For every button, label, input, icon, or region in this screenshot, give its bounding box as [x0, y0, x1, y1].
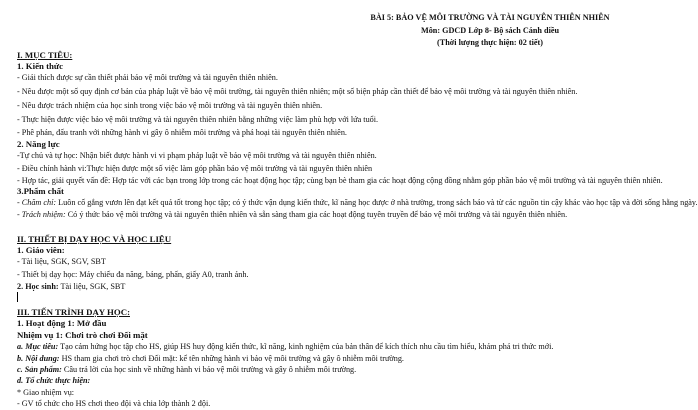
- quality-item: [17, 210, 567, 220]
- activity-item-label: b. Nội dung:: [17, 354, 60, 363]
- teacher-item: - Tài liệu, SGK, SGV, SBT: [17, 257, 106, 266]
- quality-text: Luôn cố gắng vươn lên đạt kết quả tốt trong học tập; có ý thức vận dụng kiến thức, kĩ năng học được ở nhà trường, trong sách báo và từ các nguồn tin cậy khác vào học tập và đời sống hằng ngày.: [56, 198, 698, 207]
- knowledge-item: - Phê phán, đấu tranh với những hành vi gây ô nhiễm môi trường và phá hoại tài nguyên thiên nhiên.: [17, 128, 347, 137]
- student-line: [17, 282, 125, 292]
- quality-label: - Trách nhiệm:: [17, 210, 66, 219]
- knowledge-item: - Nêu được một số quy định cơ bản của pháp luật về bảo vệ môi trường, tài nguyên thiên nhiên; một số biện pháp cần thiết để bảo vệ môi trường và tài nguyên thiên nhiên.: [17, 87, 578, 96]
- activity-item-label: a. Mục tiêu:: [17, 342, 59, 351]
- student-text: Tài liệu, SGK, SBT: [58, 282, 126, 291]
- activity-item-text: Câu trả lời của học sinh về những hành vi bảo vệ môi trường và gây ô nhiễm môi trường.: [61, 365, 357, 374]
- activity-item-text: Tạo cảm hứng học tập cho HS, giúp HS huy động kiến thức, kĩ năng, kinh nghiệm của bản thân để kích thích nhu cầu tìm hiểu, khám phá tri thức mới.: [58, 342, 554, 351]
- competence-heading: 2. Năng lực: [17, 139, 60, 149]
- knowledge-heading: 1. Kiến thức: [17, 61, 64, 71]
- lesson-duration: (Thời lượng thực hiện: 02 tiết): [437, 38, 543, 47]
- teacher-heading: 1. Giáo viên:: [17, 245, 65, 255]
- section-equipment-heading: II. THIẾT BỊ DẠY HỌC VÀ HỌC LIỆU: [17, 234, 172, 244]
- organization-heading: d. Tổ chức thực hiện:: [17, 376, 91, 385]
- knowledge-item: - Giải thích được sự cần thiết phải bảo vệ môi trường và tài nguyên thiên nhiên.: [17, 73, 278, 82]
- knowledge-item: - Thực hiện được việc bảo vệ môi trường và tài nguyên thiên nhiên bằng những việc làm phù hợp với lứa tuổi.: [17, 115, 379, 124]
- section-objectives-heading: I. MỤC TIÊU:: [17, 50, 73, 60]
- task-heading: Nhiệm vụ 1: Chơi trò chơi Đối mặt: [17, 330, 148, 340]
- competence-item: -Tự chủ và tự học: Nhận biết được hành vi vi phạm pháp luật về bảo vệ môi trường và tài nguyên thiên nhiên.: [17, 151, 377, 160]
- lesson-title: BÀI 5: BẢO VỆ MÔI TRƯỜNG VÀ TÀI NGUYÊN THIÊN NHIÊN: [370, 13, 610, 22]
- competence-item: - Điều chỉnh hành vi:Thực hiện được một số việc làm góp phần bảo vệ môi trường và tài nguyên thiên nhiên: [17, 164, 373, 173]
- knowledge-item: - Nêu được trách nhiệm của học sinh trong việc bảo vệ môi trường và tài nguyên thiên nhiên.: [17, 101, 323, 110]
- organization-item: * Giao nhiệm vụ:: [17, 388, 75, 397]
- teacher-item: - Thiết bị dạy học: Máy chiếu đa năng, bảng, phấn, giấy A0, tranh ảnh.: [17, 270, 249, 279]
- text-cursor[interactable]: [17, 292, 18, 302]
- activity-item-label: c. Sản phẩm:: [17, 365, 62, 374]
- qualities-heading: 3.Phẩm chất: [17, 186, 64, 196]
- activity-item: [17, 365, 356, 375]
- quality-label: - Chăm chỉ:: [17, 198, 57, 207]
- activity-item-text: HS tham gia chơi trò chơi Đối mặt: kể tên những hành vi bảo vệ môi trường và gây ô nhiễm môi trường.: [59, 354, 404, 363]
- quality-item: [17, 198, 698, 208]
- activity-item: [17, 354, 404, 364]
- quality-text: Có ý thức bảo vệ môi trường và tài nguyên thiên nhiên và sẵn sàng tham gia các hoạt động tuyên truyền để bảo vệ môi trường và tài nguyên thiên nhiên.: [65, 210, 568, 219]
- organization-item: - GV tổ chức cho HS chơi theo đội và chia lớp thành 2 đội.: [17, 399, 211, 408]
- activity-item: [17, 342, 553, 352]
- student-heading: 2. Học sinh:: [17, 282, 59, 291]
- competence-item: - Hợp tác, giải quyết vấn đề: Hợp tác với các bạn trong lớp trong các hoạt động học tập; cùng bạn bè tham gia các hoạt động cộng đồng nhằm góp phần bảo vệ môi trường và tài nguyên thiên nhiên.: [17, 176, 663, 185]
- lesson-subject: Môn: GDCD Lớp 8- Bộ sách Cánh diều: [420, 26, 560, 35]
- activity-heading: 1. Hoạt động 1: Mở đầu: [17, 318, 107, 328]
- section-process-heading: III. TIẾN TRÌNH DẠY HỌC:: [17, 307, 130, 317]
